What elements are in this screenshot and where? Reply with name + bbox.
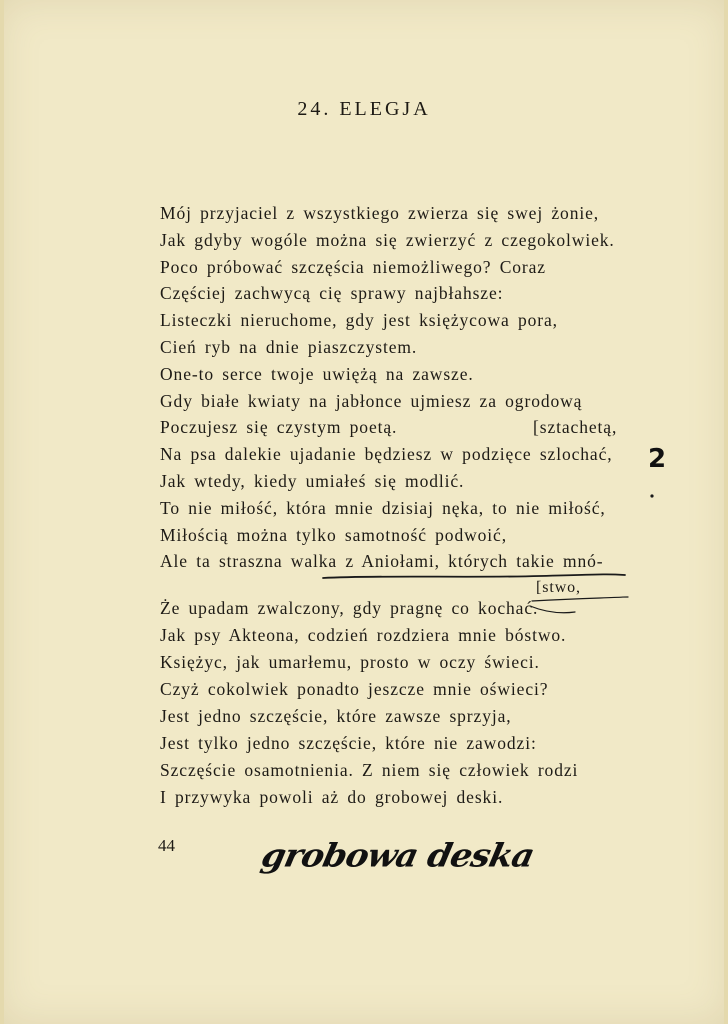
poem-line-continuation: [sztachetą,: [533, 417, 618, 438]
poem-line: Księżyc, jak umarłemu, prosto w oczy świeci.: [160, 652, 540, 672]
poem-title: 24. ELEGJA: [297, 98, 431, 120]
poem-line: Miłością można tylko samotność podwoić,: [160, 524, 507, 545]
poem-line: Jak wtedy, kiedy umiałeś się modlić.: [160, 471, 465, 491]
poem-line: Jak psy Akteona, codzień rozdziera mnie bóstwo.: [160, 625, 567, 645]
poem-line: Na psa dalekie ujadanie będziesz w podzięce szlochać,: [160, 444, 613, 465]
poem-line: Mój przyjaciel z wszystkiego zwierza się swej żonie,: [160, 203, 600, 223]
poem-line-continuation: [stwo,: [536, 579, 581, 596]
poem-line: Jest tylko jedno szczęście, które nie zawodzi:: [160, 733, 537, 753]
poem-line: Listeczki nieruchome, gdy jest księżycowa pora,: [160, 310, 558, 331]
ink-dot: [650, 494, 653, 497]
margin-mark: 2: [648, 444, 667, 474]
poem-line: Jest jedno szczęście, które zawsze sprzyja,: [160, 706, 512, 726]
poem-line: I przywyka powoli aż do grobowej deski.: [160, 787, 504, 807]
page-left-edge: [0, 0, 4, 1024]
poem-line: Ale ta straszna walka z Aniołami, których takie mnó-: [160, 551, 604, 572]
poem-line: One-to serce twoje uwiężą na zawsze.: [160, 363, 474, 384]
poem-line: Częściej zachwycą cię sprawy najbłahsze:: [160, 283, 504, 304]
poem-line: Gdy białe kwiaty na jabłonce ujmiesz za ogrodową: [160, 390, 583, 411]
poem-line: Jak gdyby wogóle można się zwierzyć z czegokolwiek.: [160, 229, 615, 250]
poem-line: Poco próbować szczęścia niemożliwego? Coraz: [160, 256, 546, 277]
handwritten-note: grobowa deska: [257, 837, 538, 875]
page-number: 44: [158, 836, 175, 855]
poem-line: Czyż cokolwiek ponadto jeszcze mnie oświeci?: [160, 679, 549, 699]
page-right-edge: [724, 0, 728, 1024]
poem-line: Cień ryb na dnie piaszczystem.: [160, 337, 418, 357]
poem-line: To nie miłość, która mnie dzisiaj nęka, to nie miłość,: [160, 497, 606, 518]
poem-line: Szczęście osamotnienia. Z niem się człowiek rodzi: [160, 760, 579, 780]
poem-line: Poczujesz się czystym poetą.: [160, 417, 398, 438]
poem-line: Że upadam zwalczony, gdy pragnę co kochać.: [160, 598, 539, 618]
